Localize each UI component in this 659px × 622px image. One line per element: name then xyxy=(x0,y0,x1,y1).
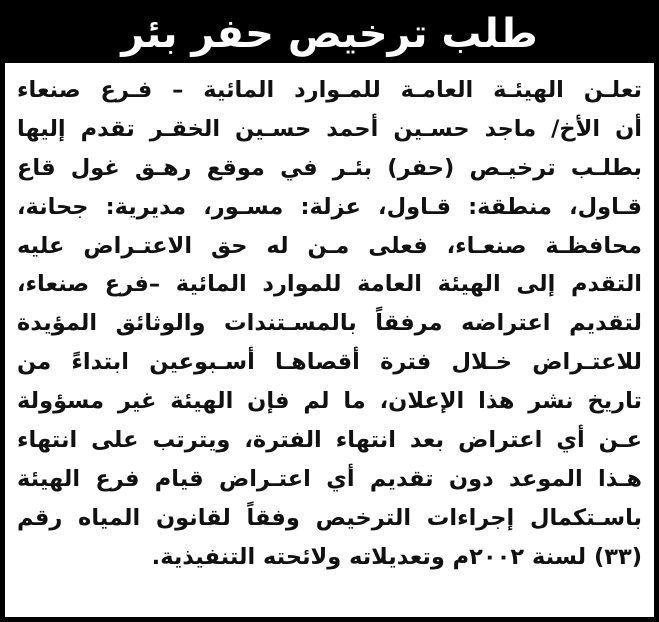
body-line: قـاول، منطقة: قـاول، عزلة: مسـور، مديرية: جحانة، xyxy=(17,193,642,220)
notice-title: طلب ترخيص حفر بئر xyxy=(121,11,538,57)
body-line: للاعتـراض خـلال فترة أقصاهـا أسـبوعين ابتداءً من xyxy=(17,349,642,376)
body-line: تعلـن الهيئـة العامـة للمـوارد المائية – فـرع صنعاء xyxy=(17,77,642,103)
body-line: باسـتكمال إجراءات الترخيص وفقاً لقانون المياه رقم xyxy=(17,504,642,531)
body-line-last: (٣٣) لسنة ٢٠٠٢م وتعديلاته ولائحته التنفيذية. xyxy=(151,543,642,570)
title-bar xyxy=(5,5,654,63)
body-line: عـن أي اعتراض بعد انتهاء الفترة، ويترتب على انتهاء xyxy=(17,427,642,454)
body-line: تاريخ نشر هذا الإعلان، ما لم فإن الهيئة غير مسؤولة xyxy=(17,388,642,415)
body-line: لتقديم اعتراضه مرفقاً بالمسـتندات والوثائق المؤيدة xyxy=(17,310,642,337)
body-line: محافظـة صنعـاء، فعلى مـن له حق الاعتـراض عليه xyxy=(17,232,642,259)
notice-body xyxy=(17,71,642,577)
body-line: هـذا الموعد دون تقديم أي اعتـراض قيام فرع الهيئة xyxy=(17,465,642,492)
body-line: أن الأخ/ ماجد حسـين أحمد حسـين الخقـر تقدم إليها xyxy=(17,115,642,142)
body-line: التقدم إلى الهيئة العامة للموارد المائية –فرع صنعاء، xyxy=(17,271,642,298)
body-line: بطلـب ترخيـص (حفر) بئـر في موقع رهـق غول قاع xyxy=(17,154,642,181)
